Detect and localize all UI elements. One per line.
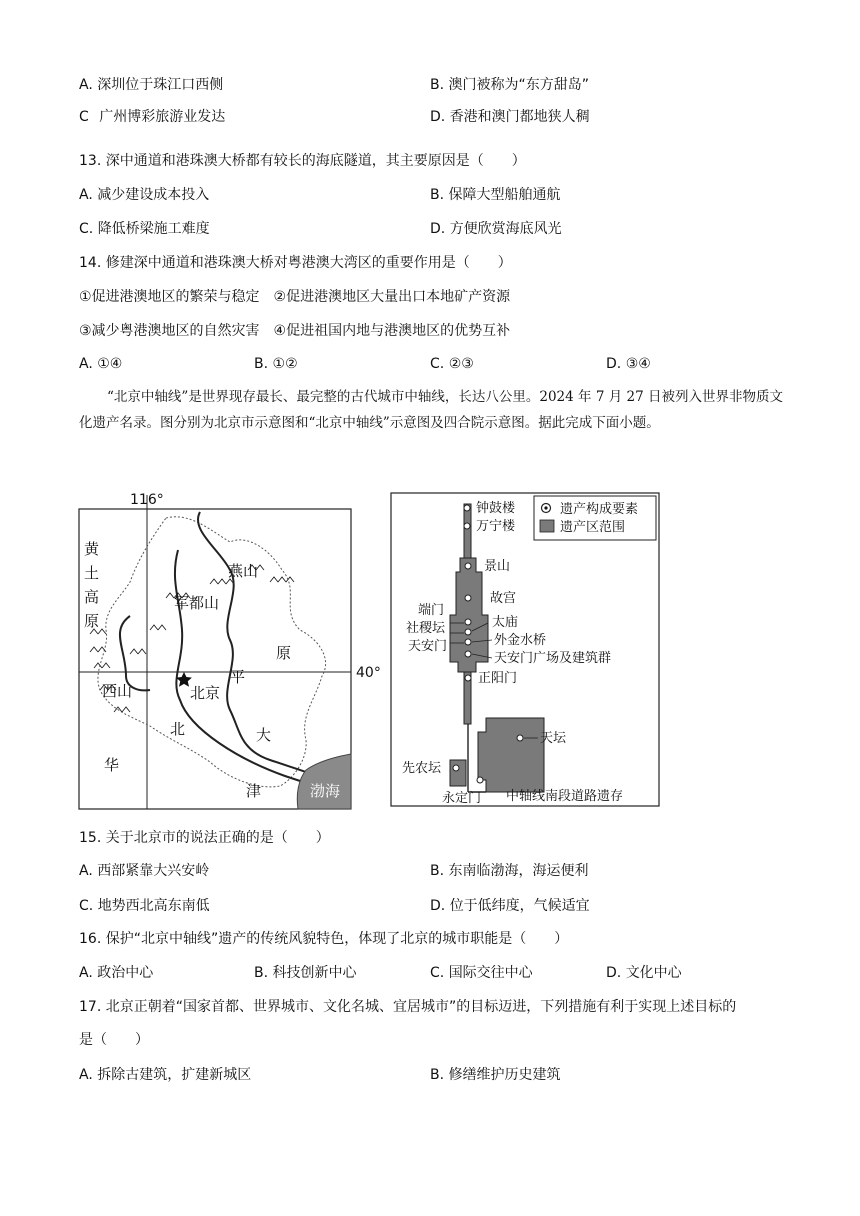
option-label: D. [430, 221, 446, 237]
option-text: 保障大型船舶通航 [448, 187, 561, 203]
option-label: D. [606, 356, 622, 372]
q15-option-d[interactable] [430, 897, 590, 915]
temple-of-heaven-area [478, 718, 544, 792]
option-text: ②③ [448, 356, 474, 372]
site-south-road: 中轴线南段道路遗存 [506, 789, 624, 804]
q16-option-c[interactable] [430, 964, 533, 982]
option-label: A. [79, 187, 93, 203]
option-label: B. [254, 356, 269, 372]
option-label: B. [430, 863, 445, 879]
q16-option-a[interactable] [79, 964, 153, 982]
option-text: 降低桥梁施工难度 [97, 221, 210, 237]
option-text: 东南临渤海，海运便利 [448, 863, 589, 879]
q13-option-c[interactable] [79, 220, 210, 238]
site-zhengyangmen: 正阳门 [478, 671, 518, 686]
label-xishan: 西山 [102, 682, 133, 700]
label-yuan-west: 原 [84, 612, 100, 630]
q17-stem-line2: 是（ ） [79, 1032, 149, 1048]
option-label: C. [430, 356, 445, 372]
option-text: 地势西北高东南低 [97, 898, 210, 914]
site-xiannongtan: 先农坛 [402, 761, 442, 776]
option-text: 西部紧靠大兴安岭 [97, 863, 210, 879]
option-label: B. [430, 77, 445, 93]
option-text: 拆除古建筑，扩建新城区 [97, 1067, 252, 1083]
q14-option-a[interactable] [79, 355, 122, 373]
option-text: ①④ [97, 356, 123, 372]
option-text: 减少建设成本投入 [97, 187, 210, 203]
option-label: A. [79, 863, 93, 879]
option-text: 澳门被称为“东方甜岛” [448, 77, 590, 93]
site-tiananmen-square: 天安门广场及建筑群 [494, 651, 612, 666]
option-label: C. [79, 898, 94, 914]
option-text: ③④ [625, 356, 651, 372]
option-label: C. [79, 221, 94, 237]
label-jundushan: 军都山 [174, 594, 220, 612]
option-label: D. [606, 965, 622, 981]
q16-option-d[interactable] [606, 964, 682, 982]
q17-option-b[interactable] [430, 1066, 561, 1084]
latitude-label: 40° [356, 665, 381, 681]
q13-option-b[interactable] [430, 186, 561, 204]
option-text: 政治中心 [97, 965, 154, 981]
material-intro: “北京中轴线”是世界现存最长、最完整的古代城市中轴线，长达八公里。2024 年 7 月 27 日被列入世界非物质文化遗产名录。图分别为北京市示意图和“北京中轴线”示意图及四合院示意图。据此完成下面小题。 [79, 389, 783, 431]
label-hua: 华 [104, 756, 120, 774]
q17-option-a[interactable] [79, 1066, 251, 1084]
site-marker [465, 675, 471, 681]
option-text: 修缮维护历史建筑 [448, 1067, 561, 1083]
q15-option-a[interactable] [79, 862, 209, 880]
label-yanshan: 燕山 [228, 562, 259, 580]
site-marker [465, 619, 471, 625]
q14-stem: 14. 修建深中通道和港珠澳大桥对粤港澳大湾区的重要作用是（ ） [79, 255, 512, 271]
option-text: 位于低纬度，气候适宜 [449, 898, 590, 914]
site-marker [453, 765, 459, 771]
site-marker [465, 629, 471, 635]
option-text: 国际交往中心 [448, 965, 533, 981]
label-gao: 高 [84, 588, 100, 606]
q14-option-d[interactable] [606, 355, 651, 373]
legend-site-label: 遗产构成要素 [560, 502, 639, 517]
site-marker [465, 563, 471, 569]
site-duanmen: 端门 [418, 603, 445, 618]
option-label: B. [430, 1067, 445, 1083]
map-frame [79, 509, 351, 809]
q16-option-b[interactable] [254, 964, 357, 982]
longitude-label: 116° [130, 492, 164, 508]
q17-stem-line1: 17. 北京正朝着“国家首都、世界城市、文化名城、宜居城市”的目标迈进，下列措施有利于实现上述目标的 [79, 999, 737, 1015]
q15-option-c[interactable] [79, 897, 210, 915]
site-marker [465, 595, 471, 601]
option-label: C [79, 109, 89, 125]
site-taimiao: 太庙 [492, 615, 519, 630]
q12-option-a[interactable] [79, 76, 223, 94]
option-text: 深圳位于珠江口西侧 [97, 77, 224, 93]
q12-option-c[interactable] [79, 108, 225, 126]
site-gugong: 故宫 [490, 591, 517, 606]
option-label: A. [79, 77, 93, 93]
q13-option-a[interactable] [79, 186, 209, 204]
label-beijing: 北京 [190, 684, 221, 702]
site-tiananmen: 天安门 [408, 639, 448, 654]
label-bei: 北 [170, 720, 186, 738]
legend-area-label: 遗产区范围 [560, 520, 626, 535]
q12-option-b[interactable] [430, 76, 589, 94]
option-label: B. [430, 187, 445, 203]
site-yongdingmen: 永定门 [442, 791, 482, 806]
option-label: D. [430, 898, 446, 914]
site-marker [465, 639, 471, 645]
q15-stem: 15. 关于北京市的说法正确的是（ ） [79, 830, 330, 846]
label-ping: 平 [230, 668, 246, 686]
site-waijinshuiqiao: 外金水桥 [494, 633, 547, 648]
label-tu: 土 [84, 564, 100, 582]
site-tiantan: 天坛 [540, 731, 567, 746]
q14-statements-1: ①促进港澳地区的繁荣与稳定 ②促进港澳地区大量出口本地矿产资源 [79, 289, 511, 305]
q14-option-b[interactable] [254, 355, 298, 373]
xiannongtan-area [450, 760, 466, 786]
q16-stem: 16. 保护“北京中轴线”遗产的传统风貌特色，体现了北京的城市职能是（ ） [79, 931, 569, 947]
label-da: 大 [256, 726, 272, 744]
option-label: B. [254, 965, 269, 981]
q12-option-d[interactable] [430, 108, 590, 126]
q14-option-c[interactable] [430, 355, 474, 373]
q13-option-d[interactable] [430, 220, 562, 238]
site-marker [464, 523, 470, 529]
site-zhonggulou: 钟鼓楼 [476, 501, 516, 516]
q14-statements-2: ③减少粤港澳地区的自然灾害 ④促进祖国内地与港澳地区的优势互补 [79, 323, 511, 339]
option-label: A. [79, 965, 93, 981]
option-text: ①② [272, 356, 298, 372]
legend-area-icon [540, 520, 554, 532]
option-text: 文化中心 [625, 965, 682, 981]
site-marker [477, 777, 483, 783]
site-marker [517, 735, 523, 741]
option-text: 方便欣赏海底风光 [449, 221, 562, 237]
option-label: A. [79, 1067, 93, 1083]
option-text: 科技创新中心 [272, 965, 357, 981]
option-text: 香港和澳门都地狭人稠 [449, 109, 590, 125]
label-huang: 黄 [84, 540, 100, 558]
site-marker [465, 651, 471, 657]
option-label: C. [430, 965, 445, 981]
option-label: D. [430, 109, 446, 125]
axis-map-legend [534, 496, 656, 540]
site-marker [464, 505, 470, 511]
site-jingshan: 景山 [484, 559, 511, 574]
site-wanninglou: 万宁楼 [476, 519, 516, 534]
option-text: 广州博彩旅游业发达 [99, 109, 226, 125]
option-label: A. [79, 356, 93, 372]
site-shejitan: 社稷坛 [406, 621, 446, 636]
label-bohai: 渤海 [310, 782, 341, 800]
central-axis-map [388, 490, 664, 810]
q13-stem: 13. 深中通道和港珠澳大桥都有较长的海底隧道，其主要原因是（ ） [79, 153, 526, 169]
q15-option-b[interactable] [430, 862, 589, 880]
beijing-map [70, 490, 381, 815]
axis-north-strip [464, 504, 471, 560]
label-yuan-east: 原 [276, 644, 292, 662]
label-jin: 津 [246, 782, 262, 800]
